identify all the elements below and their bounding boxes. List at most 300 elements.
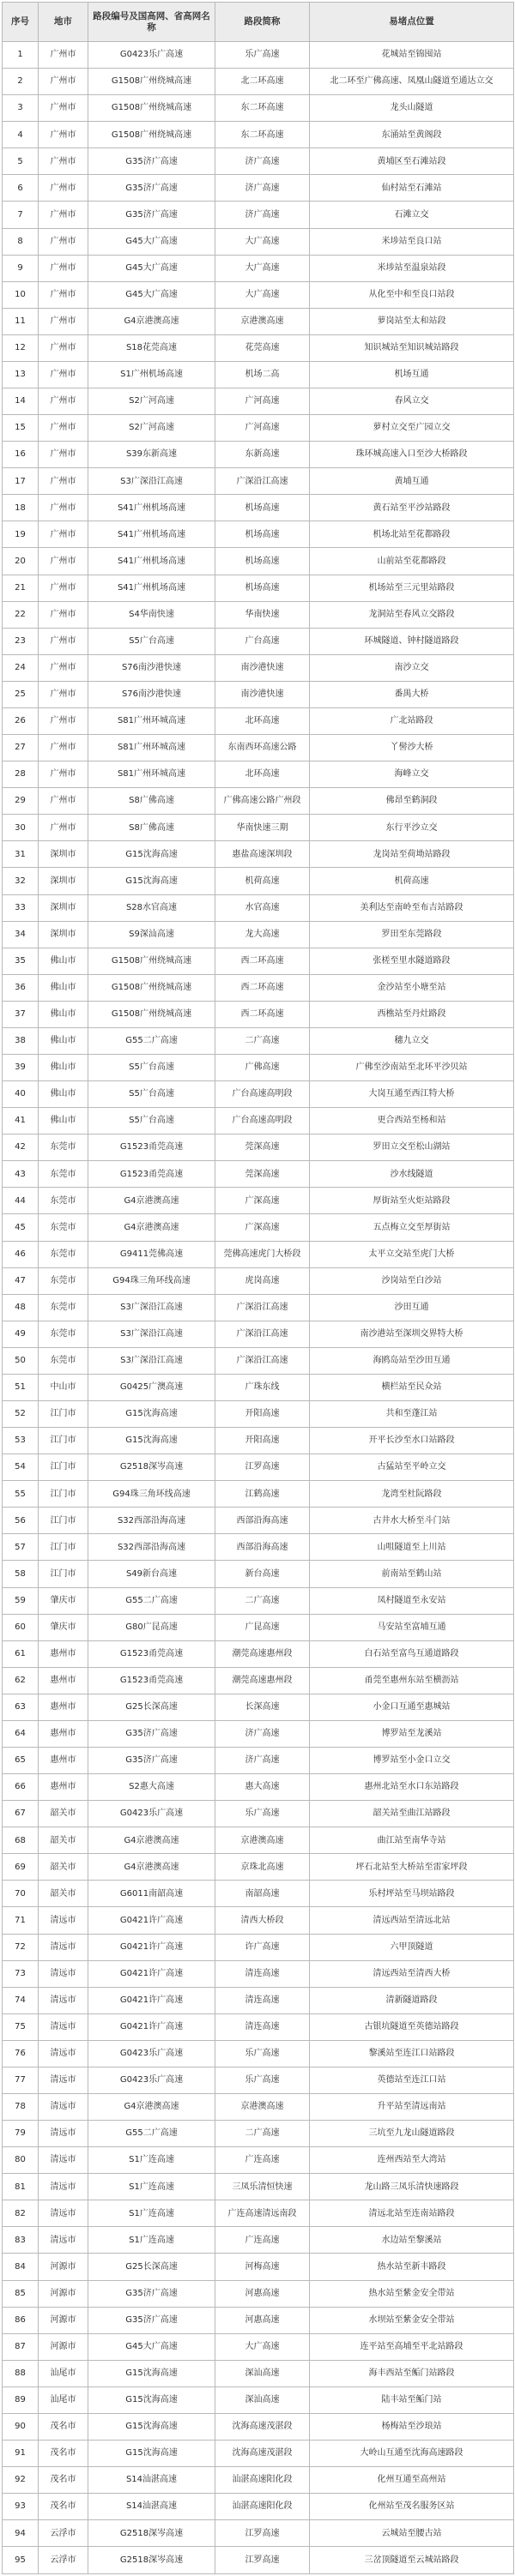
row-city: 广州市 <box>39 175 88 202</box>
row-road-code: G1523甬莞高速 <box>88 1640 215 1667</box>
row-serial-number: 58 <box>3 1561 39 1587</box>
table-row <box>3 468 514 495</box>
row-road-code: G15沈海高速 <box>88 1400 215 1427</box>
row-congestion-location: 海峰立交 <box>310 761 514 788</box>
row-road-short-name: 开阳高速 <box>215 1400 310 1427</box>
row-congestion-location: 水边站至黎溪站 <box>310 2227 514 2254</box>
row-congestion-location: 沙田互通 <box>310 1294 514 1321</box>
row-congestion-location: 白石站至富鸟互通道路段 <box>310 1640 514 1667</box>
row-congestion-location: 小金口互通至惠城站 <box>310 1694 514 1720</box>
table-row <box>3 1534 514 1561</box>
row-city: 清远市 <box>39 2040 88 2067</box>
row-road-short-name: 水官高速 <box>215 894 310 921</box>
table-row <box>3 1881 514 1907</box>
row-road-code: G0421许广高速 <box>88 1960 215 1987</box>
row-serial-number: 48 <box>3 1294 39 1321</box>
row-city: 惠州市 <box>39 1774 88 1801</box>
row-city: 清远市 <box>39 2013 88 2040</box>
row-congestion-location: 热水站至新丰路段 <box>310 2254 514 2280</box>
row-city: 清远市 <box>39 1960 88 1987</box>
row-road-short-name: 广珠东线 <box>215 1374 310 1400</box>
row-serial-number: 8 <box>3 228 39 255</box>
row-city: 中山市 <box>39 1374 88 1400</box>
row-serial-number: 92 <box>3 2467 39 2494</box>
row-road-code: S3广深沿江高速 <box>88 1347 215 1374</box>
table-row <box>3 1400 514 1427</box>
row-road-short-name: 华南快速 <box>215 601 310 628</box>
row-road-short-name: 清西大桥段 <box>215 1907 310 1934</box>
row-road-short-name: 广台高速高明段 <box>215 1108 310 1135</box>
table-row <box>3 548 514 575</box>
row-congestion-location: 凤村隧道至永安站 <box>310 1587 514 1614</box>
row-road-code: G80广昆高速 <box>88 1614 215 1640</box>
row-road-short-name: 广台高速高明段 <box>215 1081 310 1108</box>
row-congestion-location: 机荷高速 <box>310 868 514 894</box>
row-serial-number: 43 <box>3 1161 39 1188</box>
row-road-code: G35济广高速 <box>88 175 215 202</box>
row-road-short-name: 广深高速 <box>215 1214 310 1241</box>
row-city: 汕尾市 <box>39 2360 88 2386</box>
row-congestion-location: 连州西站至大湾站 <box>310 2147 514 2174</box>
row-serial-number: 81 <box>3 2174 39 2200</box>
table-row <box>3 1454 514 1481</box>
table-row <box>3 2227 514 2254</box>
row-road-short-name: 广深沿江高速 <box>215 468 310 495</box>
row-road-short-name: 机场高速 <box>215 548 310 575</box>
row-serial-number: 34 <box>3 921 39 948</box>
row-serial-number: 7 <box>3 202 39 228</box>
row-serial-number: 54 <box>3 1454 39 1481</box>
row-serial-number: 59 <box>3 1587 39 1614</box>
row-road-code: G55二广高速 <box>88 2121 215 2147</box>
row-road-code: G0421许广高速 <box>88 2013 215 2040</box>
row-serial-number: 65 <box>3 1748 39 1774</box>
table-row <box>3 1081 514 1108</box>
row-road-short-name: 南韶高速 <box>215 1881 310 1907</box>
row-road-short-name: 沈海高速茂湛段 <box>215 2441 310 2467</box>
row-road-code: G4京港澳高速 <box>88 1214 215 1241</box>
header-road-code: 路段编号及国高网、省高网名称 <box>88 3 215 42</box>
row-road-short-name: 二广高速 <box>215 1587 310 1614</box>
row-congestion-location: 机场北站至花都路段 <box>310 521 514 548</box>
row-road-short-name: 济广高速 <box>215 1748 310 1774</box>
row-road-short-name: 乐广高速 <box>215 2067 310 2093</box>
row-road-short-name: 开阳高速 <box>215 1428 310 1454</box>
row-road-short-name: 大广高速 <box>215 281 310 308</box>
row-road-short-name: 许广高速 <box>215 1934 310 1960</box>
row-serial-number: 25 <box>3 681 39 707</box>
row-serial-number: 36 <box>3 974 39 1001</box>
table-row <box>3 2494 514 2520</box>
row-congestion-location: 横栏站至民众站 <box>310 1374 514 1400</box>
row-road-short-name: 深汕高速 <box>215 2386 310 2413</box>
row-road-short-name: 惠大高速 <box>215 1774 310 1801</box>
table-row <box>3 2040 514 2067</box>
table-row <box>3 1321 514 1347</box>
row-road-code: G15沈海高速 <box>88 2360 215 2386</box>
row-city: 东莞市 <box>39 1241 88 1267</box>
table-row <box>3 1481 514 1508</box>
row-congestion-location: 水坝站至紫金安全带站 <box>310 2307 514 2333</box>
row-city: 韶关市 <box>39 1854 88 1881</box>
row-congestion-location: 博罗站至龙溪站 <box>310 1720 514 1747</box>
row-road-code: G0421许广高速 <box>88 1907 215 1934</box>
row-road-code: S41广州机场高速 <box>88 521 215 548</box>
row-road-short-name: 华南快速三期 <box>215 815 310 841</box>
row-road-short-name: 广昆高速 <box>215 1614 310 1640</box>
table-row <box>3 1214 514 1241</box>
row-city: 东莞市 <box>39 1321 88 1347</box>
row-road-short-name: 东二环高速 <box>215 122 310 148</box>
row-serial-number: 20 <box>3 548 39 575</box>
row-city: 广州市 <box>39 42 88 69</box>
row-serial-number: 4 <box>3 122 39 148</box>
row-road-code: S3广深沿江高速 <box>88 1294 215 1321</box>
table-row <box>3 1161 514 1188</box>
row-serial-number: 56 <box>3 1508 39 1534</box>
table-row <box>3 1374 514 1400</box>
table-row <box>3 1934 514 1960</box>
table-row <box>3 415 514 442</box>
row-road-short-name: 清连高速 <box>215 1987 310 2013</box>
row-congestion-location: 金沙站至小塘至站 <box>310 974 514 1001</box>
row-congestion-location: 米埗站至温泉站段 <box>310 255 514 281</box>
row-congestion-location: 清远西站至清西大桥 <box>310 1960 514 1987</box>
table-row <box>3 1508 514 1534</box>
row-congestion-location: 六甲顶隧道 <box>310 1934 514 1960</box>
row-road-code: G0425广澳高速 <box>88 1374 215 1400</box>
row-serial-number: 32 <box>3 868 39 894</box>
row-city: 佛山市 <box>39 948 88 974</box>
row-serial-number: 46 <box>3 1241 39 1267</box>
row-road-code: G1508广州绕城高速 <box>88 95 215 122</box>
row-road-code: S5广台高速 <box>88 628 215 654</box>
row-road-short-name: 广佛高速 <box>215 1054 310 1080</box>
row-road-short-name: 西二环高速 <box>215 1001 310 1027</box>
row-road-code: S5广台高速 <box>88 1054 215 1080</box>
row-city: 广州市 <box>39 148 88 175</box>
row-road-code: G25长深高速 <box>88 1694 215 1720</box>
row-city: 河源市 <box>39 2254 88 2280</box>
row-congestion-location: 黄埔互通 <box>310 468 514 495</box>
table-row <box>3 228 514 255</box>
row-congestion-location: 英德站至连江口站 <box>310 2067 514 2093</box>
row-road-code: G45大广高速 <box>88 2333 215 2360</box>
row-city: 韶关市 <box>39 1801 88 1827</box>
row-road-short-name: 汕湛高速阳化段 <box>215 2467 310 2494</box>
table-row <box>3 575 514 601</box>
row-road-short-name: 广深高速 <box>215 1188 310 1214</box>
row-city: 清远市 <box>39 2094 88 2121</box>
row-congestion-location: 五点梅立交至厚街站 <box>310 1214 514 1241</box>
row-serial-number: 66 <box>3 1774 39 1801</box>
row-road-code: G55二广高速 <box>88 1027 215 1054</box>
row-road-code: S39东新高速 <box>88 442 215 468</box>
row-congestion-location: 美利达至南岭至布吉站路段 <box>310 894 514 921</box>
row-city: 广州市 <box>39 681 88 707</box>
table-row <box>3 735 514 761</box>
table-row <box>3 1614 514 1640</box>
row-city: 韶关市 <box>39 1827 88 1854</box>
table-row <box>3 2280 514 2307</box>
row-road-short-name: 江罗高速 <box>215 1454 310 1481</box>
row-road-short-name: 莞深高速 <box>215 1135 310 1161</box>
table-row <box>3 442 514 468</box>
table-row <box>3 2520 514 2547</box>
row-congestion-location: 化州互通至高州站 <box>310 2467 514 2494</box>
row-city: 惠州市 <box>39 1748 88 1774</box>
row-serial-number: 24 <box>3 654 39 681</box>
row-congestion-location: 石滩立交 <box>310 202 514 228</box>
table-row <box>3 2333 514 2360</box>
row-congestion-location: 春风立交 <box>310 388 514 415</box>
row-congestion-location: 沙水线隧道 <box>310 1161 514 1188</box>
row-congestion-location: 陆丰站至鲘门站 <box>310 2386 514 2413</box>
row-road-code: G2518深岑高速 <box>88 2520 215 2547</box>
table-row <box>3 707 514 734</box>
row-road-code: S1广连高速 <box>88 2200 215 2227</box>
row-road-short-name: 河梅高速 <box>215 2254 310 2280</box>
table-row <box>3 1774 514 1801</box>
row-serial-number: 51 <box>3 1374 39 1400</box>
row-congestion-location: 博罗站至小金口立交 <box>310 1748 514 1774</box>
row-congestion-location: 佛昂至鹤洞段 <box>310 788 514 815</box>
row-road-short-name: 虎岗高速 <box>215 1267 310 1294</box>
row-congestion-location: 黎溪站至连江口站路段 <box>310 2040 514 2067</box>
table-row <box>3 122 514 148</box>
row-city: 广州市 <box>39 415 88 442</box>
row-serial-number: 87 <box>3 2333 39 2360</box>
row-road-short-name: 江罗高速 <box>215 2547 310 2574</box>
row-congestion-location: 乐村坪站至马坝站路段 <box>310 1881 514 1907</box>
row-road-short-name: 乐广高速 <box>215 2040 310 2067</box>
row-congestion-location: 龙洞站至春风立交路段 <box>310 601 514 628</box>
row-serial-number: 93 <box>3 2494 39 2520</box>
row-congestion-location: 仙村站至石滩站 <box>310 175 514 202</box>
row-city: 清远市 <box>39 2200 88 2227</box>
congestion-points-table <box>2 2 514 2574</box>
row-city: 肇庆市 <box>39 1614 88 1640</box>
table-row <box>3 1054 514 1080</box>
row-serial-number: 5 <box>3 148 39 175</box>
row-serial-number: 67 <box>3 1801 39 1827</box>
row-road-code: G35济广高速 <box>88 2280 215 2307</box>
row-city: 江门市 <box>39 1534 88 1561</box>
row-city: 广州市 <box>39 281 88 308</box>
row-city: 江门市 <box>39 1561 88 1587</box>
header-serial-number: 序号 <box>3 3 39 42</box>
row-city: 河源市 <box>39 2333 88 2360</box>
table-row <box>3 1188 514 1214</box>
row-city: 云浮市 <box>39 2547 88 2574</box>
row-road-code: S8广佛高速 <box>88 788 215 815</box>
row-road-code: G1508广州绕城高速 <box>88 974 215 1001</box>
row-road-short-name: 沈海高速茂湛段 <box>215 2413 310 2440</box>
row-road-code: G6011南韶高速 <box>88 1881 215 1907</box>
row-road-code: S32西部沿海高速 <box>88 1534 215 1561</box>
row-serial-number: 47 <box>3 1267 39 1294</box>
row-road-code: G1523甬莞高速 <box>88 1161 215 1188</box>
row-city: 广州市 <box>39 228 88 255</box>
row-road-short-name: 东二环高速 <box>215 95 310 122</box>
row-road-code: S81广州环城高速 <box>88 707 215 734</box>
row-city: 清远市 <box>39 2227 88 2254</box>
table-row <box>3 1347 514 1374</box>
row-city: 河源市 <box>39 2280 88 2307</box>
row-city: 深圳市 <box>39 921 88 948</box>
row-congestion-location: 机场互通 <box>310 361 514 388</box>
table-row <box>3 334 514 361</box>
row-road-code: G94珠三角环线高速 <box>88 1481 215 1508</box>
row-congestion-location: 清新隧道路段 <box>310 1987 514 2013</box>
table-row <box>3 654 514 681</box>
table-row <box>3 1027 514 1054</box>
table-row <box>3 681 514 707</box>
row-road-code: G15沈海高速 <box>88 2441 215 2467</box>
row-city: 惠州市 <box>39 1694 88 1720</box>
row-road-short-name: 机场高速 <box>215 495 310 521</box>
row-road-code: S41广州机场高速 <box>88 495 215 521</box>
table-row <box>3 308 514 334</box>
row-serial-number: 44 <box>3 1188 39 1214</box>
row-congestion-location: 萝村立交至广园立交 <box>310 415 514 442</box>
row-road-code: G15沈海高速 <box>88 2413 215 2440</box>
row-serial-number: 41 <box>3 1108 39 1135</box>
table-row <box>3 2467 514 2494</box>
row-city: 云浮市 <box>39 2520 88 2547</box>
row-road-code: S4华南快速 <box>88 601 215 628</box>
row-road-short-name: 新台高速 <box>215 1561 310 1587</box>
row-city: 江门市 <box>39 1428 88 1454</box>
row-serial-number: 45 <box>3 1214 39 1241</box>
row-serial-number: 26 <box>3 707 39 734</box>
row-road-short-name: 南沙港快速 <box>215 681 310 707</box>
row-serial-number: 76 <box>3 2040 39 2067</box>
row-serial-number: 35 <box>3 948 39 974</box>
row-serial-number: 33 <box>3 894 39 921</box>
row-road-code: G2518深岑高速 <box>88 1454 215 1481</box>
row-road-code: S5广台高速 <box>88 1108 215 1135</box>
row-serial-number: 3 <box>3 95 39 122</box>
row-serial-number: 68 <box>3 1827 39 1854</box>
row-road-code: G0423乐广高速 <box>88 2067 215 2093</box>
row-road-short-name: 北环高速 <box>215 761 310 788</box>
row-road-code: G35济广高速 <box>88 1748 215 1774</box>
table-row <box>3 601 514 628</box>
row-road-code: G35济广高速 <box>88 1720 215 1747</box>
row-road-code: G1523甬莞高速 <box>88 1135 215 1161</box>
row-road-code: G0423乐广高速 <box>88 2040 215 2067</box>
row-city: 江门市 <box>39 1481 88 1508</box>
table-row <box>3 42 514 69</box>
row-serial-number: 40 <box>3 1081 39 1108</box>
table-row <box>3 1694 514 1720</box>
row-city: 广州市 <box>39 548 88 575</box>
table-row <box>3 2121 514 2147</box>
row-road-short-name: 京港澳高速 <box>215 2094 310 2121</box>
table-header-row <box>3 3 514 42</box>
table-row <box>3 948 514 974</box>
row-city: 茂名市 <box>39 2467 88 2494</box>
row-congestion-location: 沙岗站至白沙站 <box>310 1267 514 1294</box>
row-road-short-name: 广连高速清远南段 <box>215 2200 310 2227</box>
table-row <box>3 2067 514 2093</box>
row-serial-number: 50 <box>3 1347 39 1374</box>
row-road-code: S18花莞高速 <box>88 334 215 361</box>
table-row <box>3 1294 514 1321</box>
table-row <box>3 2307 514 2333</box>
row-road-code: S1广连高速 <box>88 2147 215 2174</box>
row-city: 广州市 <box>39 202 88 228</box>
table-row <box>3 868 514 894</box>
row-city: 广州市 <box>39 95 88 122</box>
header-congestion-location: 易堵点位置 <box>310 3 514 42</box>
row-road-code: S41广州机场高速 <box>88 548 215 575</box>
row-city: 广州市 <box>39 255 88 281</box>
row-road-short-name: 河惠高速 <box>215 2307 310 2333</box>
row-road-short-name: 大广高速 <box>215 255 310 281</box>
row-road-code: G1508广州绕城高速 <box>88 1001 215 1027</box>
table-row <box>3 1667 514 1694</box>
row-city: 茂名市 <box>39 2494 88 2520</box>
row-road-short-name: 西二环高速 <box>215 948 310 974</box>
row-road-code: G35济广高速 <box>88 202 215 228</box>
row-serial-number: 86 <box>3 2307 39 2333</box>
row-serial-number: 6 <box>3 175 39 202</box>
row-city: 东莞市 <box>39 1188 88 1214</box>
row-road-short-name: 北二环高速 <box>215 69 310 95</box>
row-city: 广州市 <box>39 735 88 761</box>
row-city: 广州市 <box>39 707 88 734</box>
table-row <box>3 2013 514 2040</box>
table-row <box>3 2413 514 2440</box>
row-road-code: S14汕湛高速 <box>88 2494 215 2520</box>
row-serial-number: 79 <box>3 2121 39 2147</box>
row-congestion-location: 惠州北站至水口东站路段 <box>310 1774 514 1801</box>
row-serial-number: 10 <box>3 281 39 308</box>
row-road-short-name: 西二环高速 <box>215 974 310 1001</box>
row-city: 佛山市 <box>39 1081 88 1108</box>
row-congestion-location: 罗田至东莞路段 <box>310 921 514 948</box>
row-road-code: G35济广高速 <box>88 2307 215 2333</box>
row-road-short-name: 广深沿江高速 <box>215 1294 310 1321</box>
row-serial-number: 84 <box>3 2254 39 2280</box>
row-road-code: S32西部沿海高速 <box>88 1508 215 1534</box>
row-serial-number: 18 <box>3 495 39 521</box>
row-road-short-name: 京珠北高速 <box>215 1854 310 1881</box>
row-road-short-name: 北环高速 <box>215 707 310 734</box>
row-serial-number: 38 <box>3 1027 39 1054</box>
row-congestion-location: 化州站至茂名服务区站 <box>310 2494 514 2520</box>
row-serial-number: 28 <box>3 761 39 788</box>
row-road-code: G4京港澳高速 <box>88 1188 215 1214</box>
table-row <box>3 2094 514 2121</box>
row-road-short-name: 广河高速 <box>215 415 310 442</box>
row-congestion-location: 张槎至里水隧道路段 <box>310 948 514 974</box>
row-road-code: G4京港澳高速 <box>88 308 215 334</box>
row-serial-number: 73 <box>3 1960 39 1987</box>
table-row <box>3 281 514 308</box>
row-congestion-location: 环城隧道、钟村隧道路段 <box>310 628 514 654</box>
row-congestion-location: 龙湾至杜阮路段 <box>310 1481 514 1508</box>
table-row <box>3 2200 514 2227</box>
table-row <box>3 1001 514 1027</box>
table-row <box>3 1135 514 1161</box>
table-row <box>3 495 514 521</box>
row-congestion-location: 北二环至广佛高速、凤凰山隧道至通达立交 <box>310 69 514 95</box>
row-road-code: S3广深沿江高速 <box>88 1321 215 1347</box>
row-road-short-name: 乐广高速 <box>215 42 310 69</box>
